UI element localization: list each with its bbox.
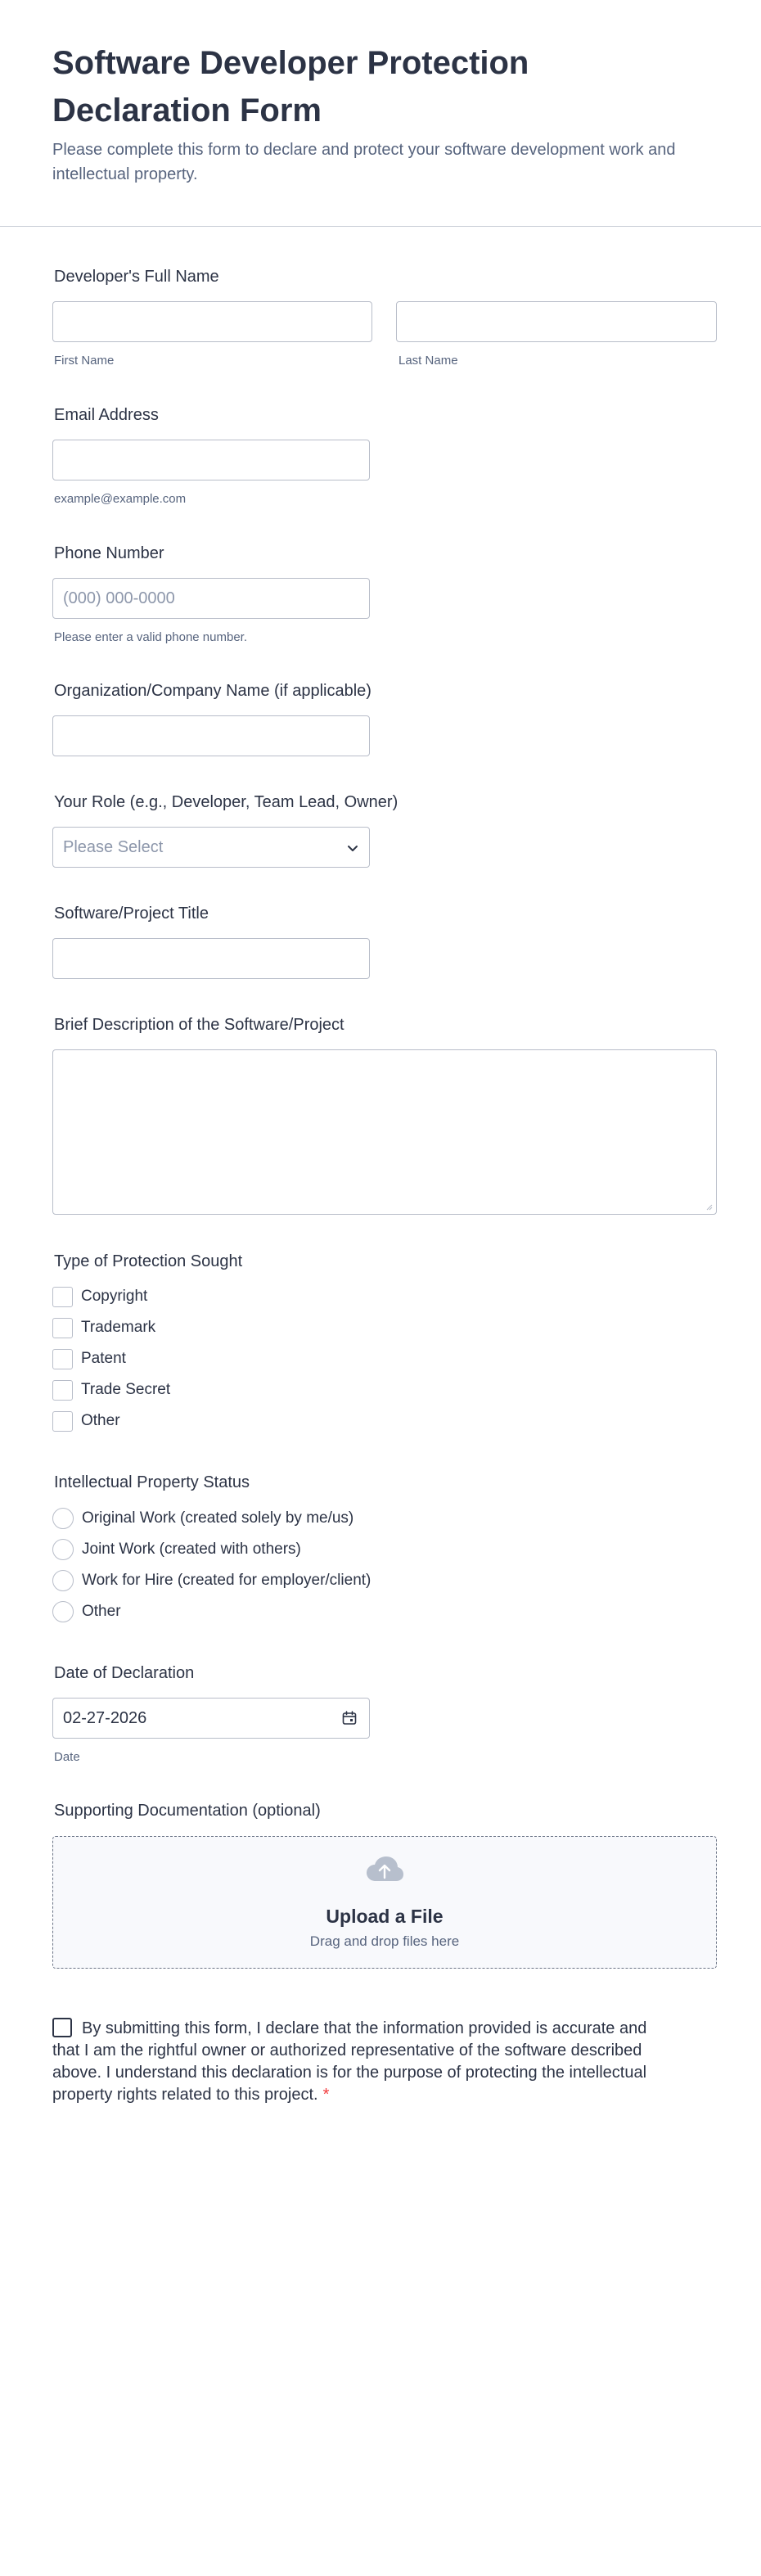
date-value: 02-27-2026: [63, 1708, 147, 1727]
form-subtitle: Please complete this form to declare and protect your software development work and intellectual property.: [52, 141, 676, 183]
organization-label: Organization/Company Name (if applicable): [54, 682, 371, 700]
declaration-text: By submitting this form, I declare that the information provided is accurate and that I am the rightful owner or authorized representative of the software described above. I understand this declaration is for the purpose of protecting the intellectual property rights related to this project.: [52, 2019, 647, 2104]
protection-type-label: Type of Protection Sought: [54, 1252, 243, 1270]
checkbox[interactable]: [52, 1318, 73, 1338]
protection-option-label: Other: [81, 1412, 120, 1429]
phone-sublabel: Please enter a valid phone number.: [54, 630, 247, 644]
radio-button[interactable]: [52, 1539, 74, 1560]
ip-status-option-label: Original Work (created solely by me/us): [82, 1509, 354, 1527]
protection-option-label: Copyright: [81, 1288, 148, 1305]
organization-input[interactable]: [52, 715, 370, 756]
upload-subtitle: Drag and drop files here: [309, 1933, 460, 1949]
ip-status-option-label: Other: [82, 1603, 121, 1620]
upload-title: Upload a File: [326, 1906, 444, 1927]
header-divider: [0, 226, 761, 227]
last-name-sublabel: Last Name: [399, 354, 458, 368]
role-dropdown[interactable]: [52, 827, 370, 868]
radio-button[interactable]: [52, 1508, 74, 1529]
file-upload-dropzone[interactable]: [52, 1836, 717, 1969]
chevron-down-icon: [346, 841, 359, 855]
date-label: Date of Declaration: [54, 1664, 195, 1682]
ip-status-label: Intellectual Property Status: [54, 1473, 250, 1491]
protection-option[interactable]: [52, 1378, 170, 1401]
ip-status-option-label: Work for Hire (created for employer/client): [82, 1572, 371, 1589]
project-title-input[interactable]: [52, 938, 370, 979]
phone-label: Phone Number: [54, 544, 164, 562]
protection-option-label: Trademark: [81, 1319, 156, 1336]
project-title-label: Software/Project Title: [54, 905, 209, 923]
resize-handle-icon[interactable]: [705, 1202, 713, 1211]
role-label: Your Role (e.g., Developer, Team Lead, Owner): [54, 793, 399, 811]
protection-option-label: Patent: [81, 1350, 126, 1367]
email-label: Email Address: [54, 406, 159, 424]
date-sublabel: Date: [54, 1750, 80, 1764]
last-name-input[interactable]: [396, 301, 717, 342]
ip-status-option[interactable]: [52, 1569, 371, 1592]
ip-status-option[interactable]: [52, 1600, 121, 1623]
form-header: [52, 39, 707, 187]
role-selected-value: Please Select: [63, 837, 164, 856]
calendar-icon[interactable]: [341, 1710, 358, 1726]
ip-status-option-label: Joint Work (created with others): [82, 1541, 301, 1558]
first-name-sublabel: First Name: [54, 354, 115, 368]
protection-option[interactable]: [52, 1285, 147, 1308]
protection-option-label: Trade Secret: [81, 1381, 171, 1398]
checkbox[interactable]: [52, 1349, 73, 1369]
checkbox[interactable]: [52, 1411, 73, 1432]
declaration-consent: [52, 2018, 658, 2106]
protection-option[interactable]: [52, 1347, 126, 1370]
phone-input[interactable]: [52, 578, 370, 619]
radio-button[interactable]: [52, 1601, 74, 1622]
ip-status-option[interactable]: [52, 1538, 301, 1561]
radio-button[interactable]: [52, 1570, 74, 1591]
declaration-checkbox[interactable]: [52, 2018, 72, 2037]
description-textarea[interactable]: [52, 1049, 717, 1215]
full-name-label: Developer's Full Name: [54, 268, 219, 286]
protection-option[interactable]: [52, 1316, 155, 1339]
phone-placeholder: (000) 000-0000: [63, 589, 175, 607]
date-input[interactable]: [52, 1698, 370, 1739]
email-input[interactable]: [52, 440, 370, 480]
checkbox[interactable]: [52, 1380, 73, 1401]
ip-status-option[interactable]: [52, 1507, 353, 1530]
required-asterisk: *: [322, 2086, 330, 2104]
first-name-input[interactable]: [52, 301, 372, 342]
upload-label: Supporting Documentation (optional): [54, 1802, 321, 1820]
email-sublabel: example@example.com: [54, 492, 187, 506]
form-title: Software Developer Protection Declaration Form: [52, 45, 529, 129]
description-label: Brief Description of the Software/Project: [54, 1016, 344, 1034]
checkbox[interactable]: [52, 1287, 73, 1307]
protection-option[interactable]: [52, 1410, 120, 1432]
cloud-upload-icon: [365, 1855, 404, 1884]
